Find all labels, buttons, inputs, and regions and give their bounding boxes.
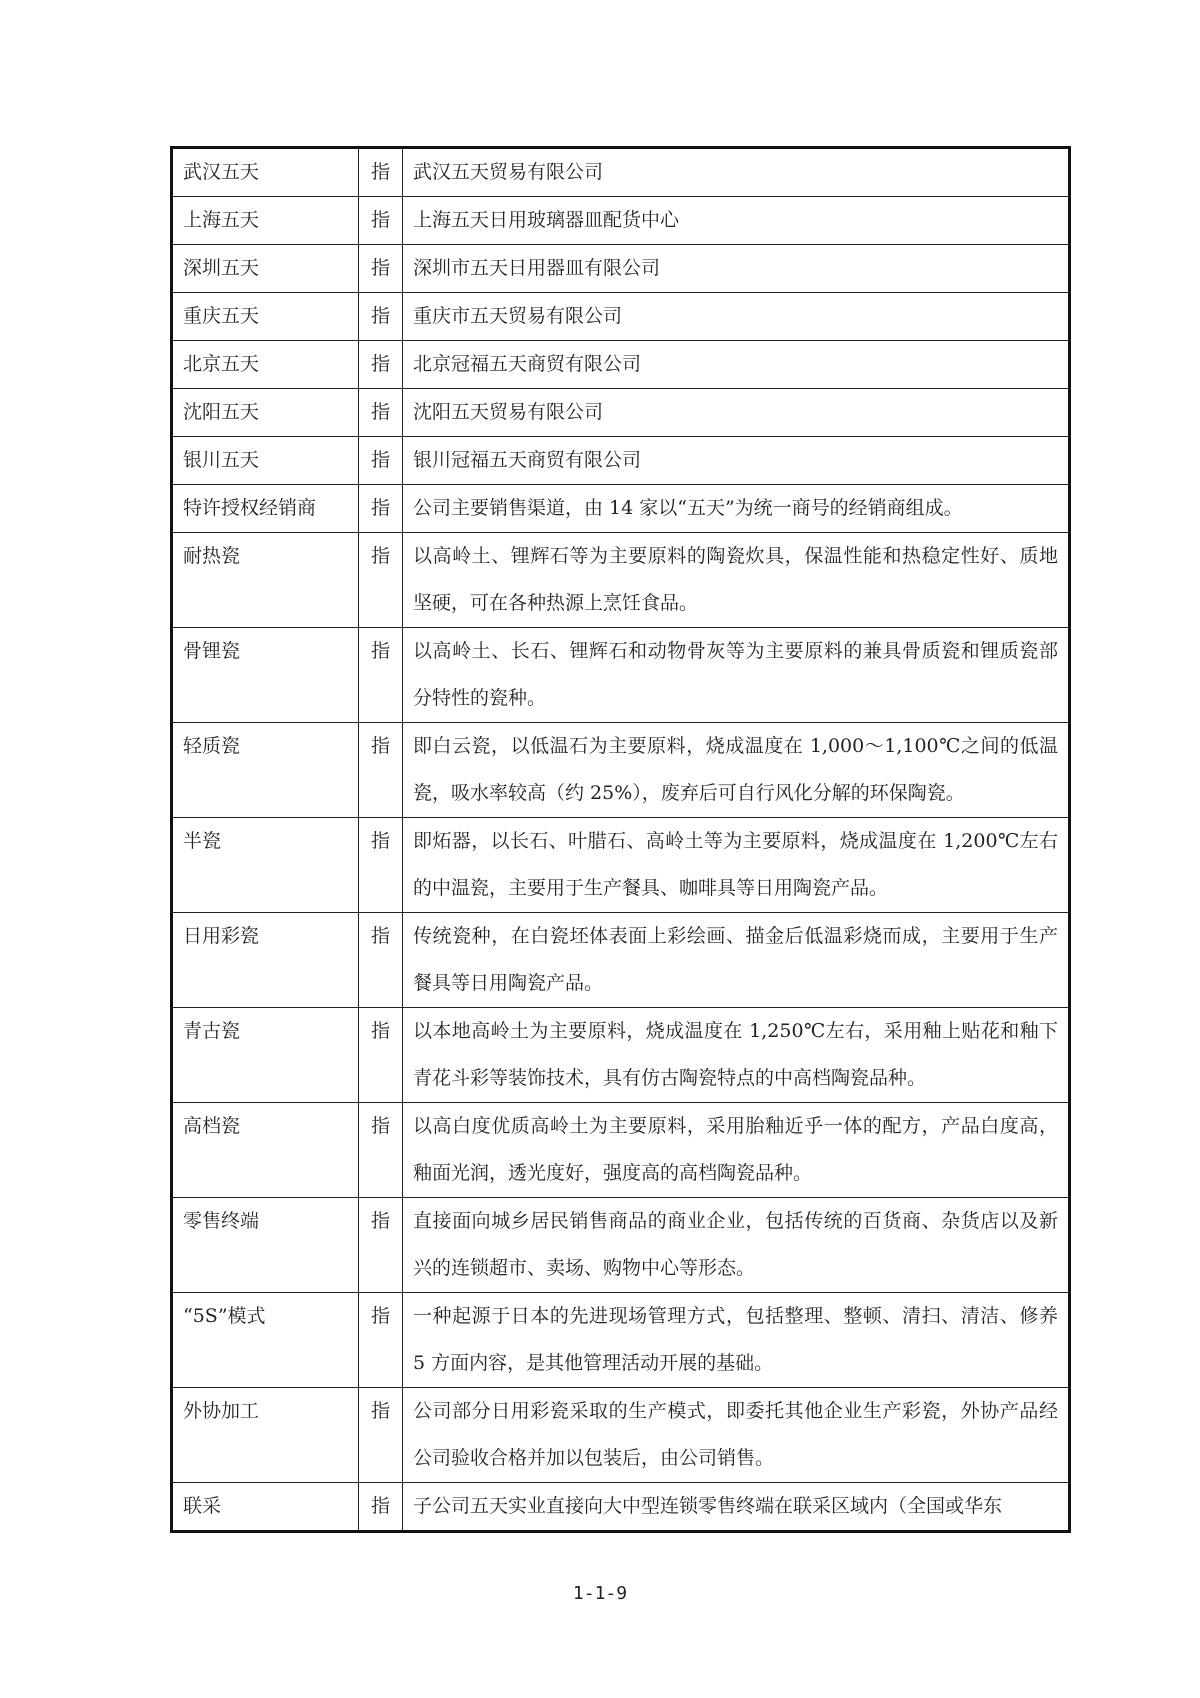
page-number: 1-1-9 — [572, 1583, 628, 1604]
refers-to-cell: 指 — [359, 1388, 403, 1483]
term-cell: 骨锂瓷 — [172, 628, 359, 723]
table-row — [172, 389, 1070, 437]
term-cell: 武汉五天 — [172, 148, 359, 197]
refers-to-cell: 指 — [359, 913, 403, 1008]
term-cell: 轻质瓷 — [172, 723, 359, 818]
term-cell: 耐热瓷 — [172, 533, 359, 628]
table-row — [172, 485, 1070, 533]
table-row — [172, 293, 1070, 341]
definition-cell: 传统瓷种，在白瓷坯体表面上彩绘画、描金后低温彩烧而成，主要用于生产餐具等日用陶瓷产品。 — [403, 913, 1070, 1008]
definition-cell: 以高白度优质高岭土为主要原料，采用胎釉近乎一体的配方，产品白度高，釉面光润，透光度好，强度高的高档陶瓷品种。 — [403, 1103, 1070, 1198]
refers-to-cell: 指 — [359, 1103, 403, 1198]
definition-cell: 重庆市五天贸易有限公司 — [403, 293, 1070, 341]
refers-to-cell: 指 — [359, 1293, 403, 1388]
table-row — [172, 533, 1070, 628]
definition-cell: 即白云瓷，以低温石为主要原料，烧成温度在 1,000～1,100℃之间的低温瓷，吸水率较高（约 25%），废弃后可自行风化分解的环保陶瓷。 — [403, 723, 1070, 818]
definition-cell: 以高岭土、锂辉石等为主要原料的陶瓷炊具，保温性能和热稳定性好、质地坚硬，可在各种热源上烹饪食品。 — [403, 533, 1070, 628]
table-row — [172, 245, 1070, 293]
refers-to-cell: 指 — [359, 389, 403, 437]
table-row — [172, 1103, 1070, 1198]
table-row — [172, 148, 1070, 197]
term-cell: 高档瓷 — [172, 1103, 359, 1198]
refers-to-cell: 指 — [359, 485, 403, 533]
definition-cell: 以高岭土、长石、锂辉石和动物骨灰等为主要原料的兼具骨质瓷和锂质瓷部分特性的瓷种。 — [403, 628, 1070, 723]
definition-cell: 上海五天日用玻璃器皿配货中心 — [403, 197, 1070, 245]
refers-to-cell: 指 — [359, 1483, 403, 1532]
definition-cell: 沈阳五天贸易有限公司 — [403, 389, 1070, 437]
definition-cell: 公司部分日用彩瓷采取的生产模式，即委托其他企业生产彩瓷，外协产品经公司验收合格并加以包装后，由公司销售。 — [403, 1388, 1070, 1483]
definition-cell: 武汉五天贸易有限公司 — [403, 148, 1070, 197]
refers-to-cell: 指 — [359, 1008, 403, 1103]
refers-to-cell: 指 — [359, 197, 403, 245]
table-row — [172, 1293, 1070, 1388]
refers-to-cell: 指 — [359, 293, 403, 341]
refers-to-cell: 指 — [359, 341, 403, 389]
table-row — [172, 1008, 1070, 1103]
term-cell: 半瓷 — [172, 818, 359, 913]
refers-to-cell: 指 — [359, 533, 403, 628]
definition-cell: 直接面向城乡居民销售商品的商业企业，包括传统的百货商、杂货店以及新兴的连锁超市、卖场、购物中心等形态。 — [403, 1198, 1070, 1293]
table-row — [172, 1198, 1070, 1293]
definition-cell: 子公司五天实业直接向大中型连锁零售终端在联采区域内（全国或华东 — [403, 1483, 1070, 1532]
term-cell: 青古瓷 — [172, 1008, 359, 1103]
table-row — [172, 913, 1070, 1008]
table-row — [172, 628, 1070, 723]
refers-to-cell: 指 — [359, 628, 403, 723]
definition-cell: 即炻器，以长石、叶腊石、高岭土等为主要原料，烧成温度在 1,200℃左右的中温瓷，主要用于生产餐具、咖啡具等日用陶瓷产品。 — [403, 818, 1070, 913]
term-cell: 深圳五天 — [172, 245, 359, 293]
table-row — [172, 437, 1070, 485]
definitions-table — [170, 146, 1071, 1533]
table-row — [172, 341, 1070, 389]
term-cell: 北京五天 — [172, 341, 359, 389]
term-cell: 外协加工 — [172, 1388, 359, 1483]
refers-to-cell: 指 — [359, 1198, 403, 1293]
term-cell: 日用彩瓷 — [172, 913, 359, 1008]
term-cell: 沈阳五天 — [172, 389, 359, 437]
definition-cell: 一种起源于日本的先进现场管理方式，包括整理、整顿、清扫、清洁、修养 5 方面内容，是其他管理活动开展的基础。 — [403, 1293, 1070, 1388]
table-row — [172, 197, 1070, 245]
refers-to-cell: 指 — [359, 437, 403, 485]
table-row — [172, 723, 1070, 818]
definition-cell: 深圳市五天日用器皿有限公司 — [403, 245, 1070, 293]
table-row — [172, 1483, 1070, 1532]
term-cell: 零售终端 — [172, 1198, 359, 1293]
definition-cell: 银川冠福五天商贸有限公司 — [403, 437, 1070, 485]
term-cell: “5S”模式 — [172, 1293, 359, 1388]
refers-to-cell: 指 — [359, 148, 403, 197]
definition-cell: 以本地高岭土为主要原料，烧成温度在 1,250℃左右，采用釉上贴花和釉下青花斗彩等装饰技术，具有仿古陶瓷特点的中高档陶瓷品种。 — [403, 1008, 1070, 1103]
table-row — [172, 1388, 1070, 1483]
term-cell: 上海五天 — [172, 197, 359, 245]
term-cell: 银川五天 — [172, 437, 359, 485]
refers-to-cell: 指 — [359, 723, 403, 818]
refers-to-cell: 指 — [359, 245, 403, 293]
table-row — [172, 818, 1070, 913]
definition-cell: 公司主要销售渠道，由 14 家以“五天”为统一商号的经销商组成。 — [403, 485, 1070, 533]
term-cell: 联采 — [172, 1483, 359, 1532]
definition-cell: 北京冠福五天商贸有限公司 — [403, 341, 1070, 389]
term-cell: 特许授权经销商 — [172, 485, 359, 533]
refers-to-cell: 指 — [359, 818, 403, 913]
term-cell: 重庆五天 — [172, 293, 359, 341]
